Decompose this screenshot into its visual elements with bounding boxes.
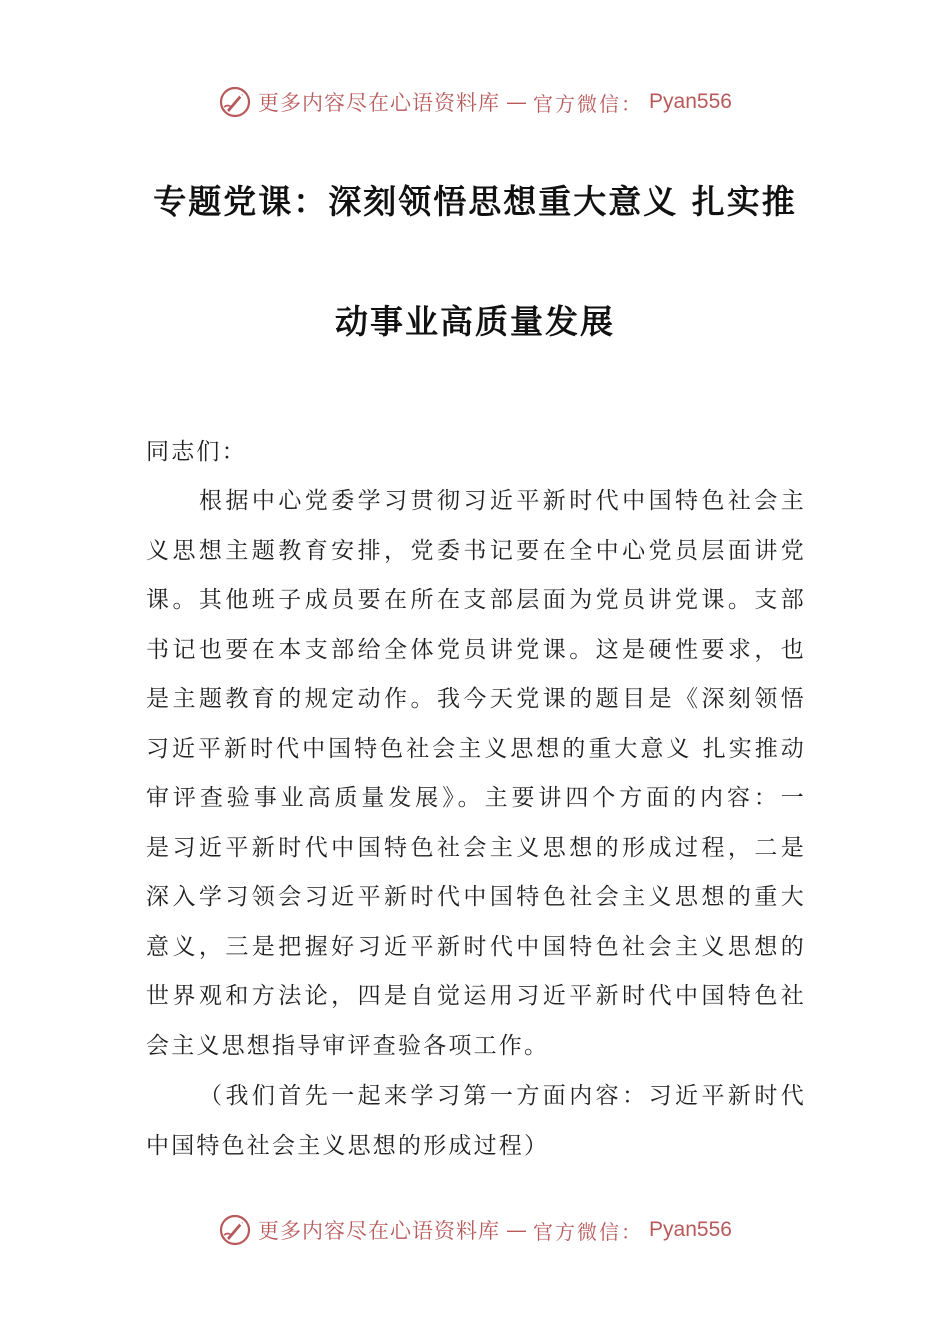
paragraph-line: 审评查验事业高质量发展》。主要讲四个方面的内容：一 [146,785,806,811]
paragraph-1 [146,477,806,1071]
paragraph-line: 课。其他班子成员要在所在支部层面为党员讲党课。支部 [146,587,806,613]
watermark-text: 更多内容尽在心语资料库 [258,1219,501,1243]
paragraph-line: 会主义思想指导审评查验各项工作。 [146,1032,550,1059]
pen-nib-logo-icon [218,1213,252,1247]
watermark-wechat-id: Pyan556 [649,90,732,113]
paragraph-line: 根据中心党委学习贯彻习近平新时代中国特色社会主 [199,488,806,514]
document-title-line-1: 专题党课：深刻领悟思想重大意义 扎实推 [153,182,797,221]
paragraph-line: 意义，三是把握好习近平新时代中国特色社会主义思想的 [146,933,806,960]
paragraph-2 [146,1072,806,1171]
paragraph-line: 是主题教育的规定动作。我今天党课的题目是《深刻领悟 [146,686,806,712]
watermark-wechat-id: Pyan556 [649,1218,732,1241]
watermark-label: 官方微信： [533,91,644,116]
watermark-separator: — [506,90,528,114]
paragraph-line: 书记也要在本支部给全体党员讲党课。这是硬性要求，也 [146,636,806,663]
watermark-label: 官方微信： [533,1219,644,1244]
paragraph-line: 深入学习领会习近平新时代中国特色社会主义思想的重大 [146,884,806,910]
pen-nib-logo-icon [218,85,252,119]
paragraph-line: 义思想主题教育安排，党委书记要在全中心党员层面讲党 [146,537,806,564]
watermark-separator: — [506,1218,528,1242]
header-watermark [0,82,950,122]
paragraph-line: 习近平新时代中国特色社会主义思想的重大意义 扎实推动 [146,735,806,762]
paragraph-line: 世界观和方法论，四是自觉运用习近平新时代中国特色社 [146,983,806,1009]
footer-watermark [0,1210,950,1250]
paragraph-line: 是习近平新时代中国特色社会主义思想的形成过程，二是 [146,834,806,861]
document-title-line-2: 动事业高质量发展 [335,302,615,341]
salutation: 同志们： [146,439,247,465]
watermark-text: 更多内容尽在心语资料库 [258,91,501,115]
paragraph-line: （我们首先一起来学习第一方面内容：习近平新时代 [199,1083,806,1109]
paragraph-line: 中国特色社会主义思想的形成过程） [146,1132,550,1159]
